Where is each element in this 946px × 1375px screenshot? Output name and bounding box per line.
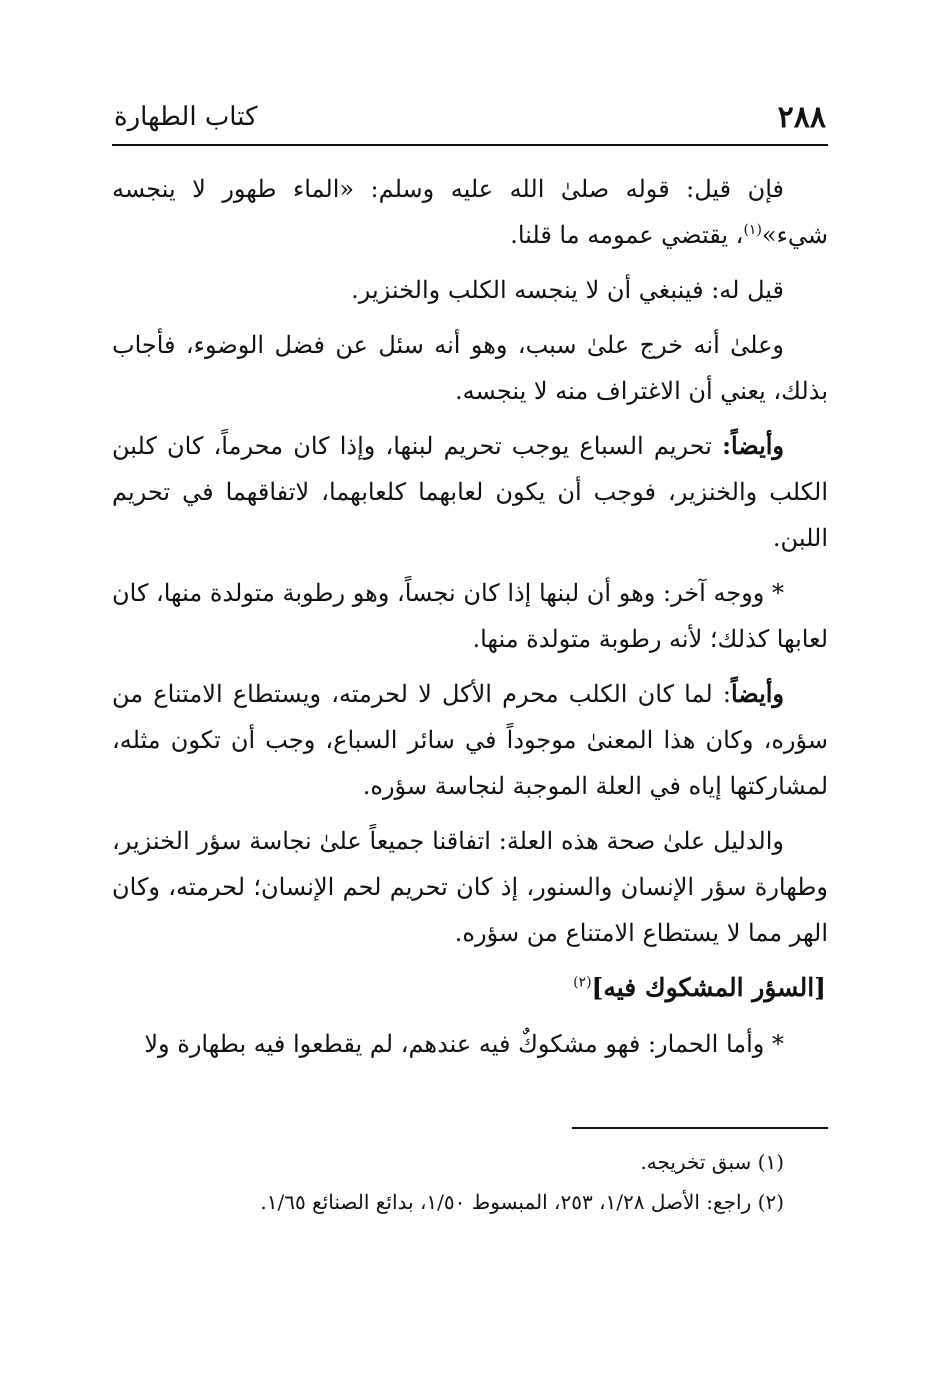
- running-title: كتاب الطهارة: [114, 102, 258, 132]
- footnote: (٢) راجع: الأصل ١/٢٨، ٢٥٣، المبسوط ١/٥٠، بدائع الصنائع ١/٦٥.: [260, 1190, 784, 1214]
- footnote-ref: (١): [743, 222, 762, 238]
- paragraph: [112, 423, 828, 561]
- paragraph-text: والدليل علىٰ صحة هذه العلة: اتفاقنا جميعاً علىٰ نجاسة سؤر الخنزير، وطهارة سؤر الإنسان والسنور، إذ كان تحريم لحم الإنسان؛ لحرمته، وكان الهر مما لا يستطاع الامتناع من سؤره.: [112, 827, 828, 947]
- section-heading-text: [السؤر المشكوك فيه]: [591, 973, 826, 1002]
- book-page: [112, 0, 828, 1375]
- paragraph-text: * ووجه آخر: وهو أن لبنها إذا كان نجساً، وهو رطوبة متولدة منها، كان لعابها كذلك؛ لأنه رطوبة متولدة منها.: [112, 579, 828, 653]
- paragraph: [112, 166, 828, 258]
- footnote: (١) سبق تخريجه.: [640, 1150, 784, 1174]
- paragraph: [112, 267, 828, 313]
- paragraph-text: تحريم السباع يوجب تحريم لبنها، وإذا كان محرماً، كان كلبن الكلب والخنزير، فوجب أن يكون لعابهما كلعابهما، لاتفاقهما في تحريم اللبن.: [112, 432, 828, 552]
- paragraph-text: فإن قيل: قوله صلىٰ الله عليه وسلم: «الماء طهور لا ينجسه شيء»: [112, 175, 828, 249]
- paragraph: [112, 570, 828, 662]
- main-text: [112, 166, 828, 1076]
- footnote-ref: (٢): [573, 974, 592, 991]
- paragraph-text: : لما كان الكلب محرم الأكل لا لحرمته، ويستطاع الامتناع من سؤره، وكان هذا المعنىٰ موجوداً في سائر السباع، وجب أن تكون مثله، لمشاركتها إياه في العلة الموجبة لنجاسة سؤره.: [112, 680, 828, 800]
- footnote-separator: [572, 1127, 828, 1129]
- paragraph: [112, 322, 828, 414]
- closing-paragraph: * وأما الحمار: فهو مشكوكٌ فيه عندهم، لم يقطعوا فيه بطهارة ولا: [144, 1030, 784, 1058]
- paragraph-text: وعلىٰ أنه خرج علىٰ سبب، وهو أنه سئل عن فضل الوضوء، فأجاب بذلك، يعني أن الاغتراف منه لا ينجسه.: [112, 331, 828, 405]
- paragraph-lead: وأيضاً: [730, 679, 784, 708]
- paragraph-text: قيل له: فينبغي أن لا ينجسه الكلب والخنزير.: [351, 276, 784, 304]
- footnotes: [112, 1142, 828, 1222]
- section-heading: [112, 965, 828, 1011]
- page-header: [112, 98, 828, 146]
- paragraph: [112, 671, 828, 809]
- paragraph: [112, 818, 828, 956]
- paragraph-tail: ، يقتضي عمومه ما قلنا.: [510, 221, 744, 249]
- paragraph-lead: وأيضاً:: [722, 431, 784, 460]
- page-number: ٢٨٨: [777, 100, 826, 135]
